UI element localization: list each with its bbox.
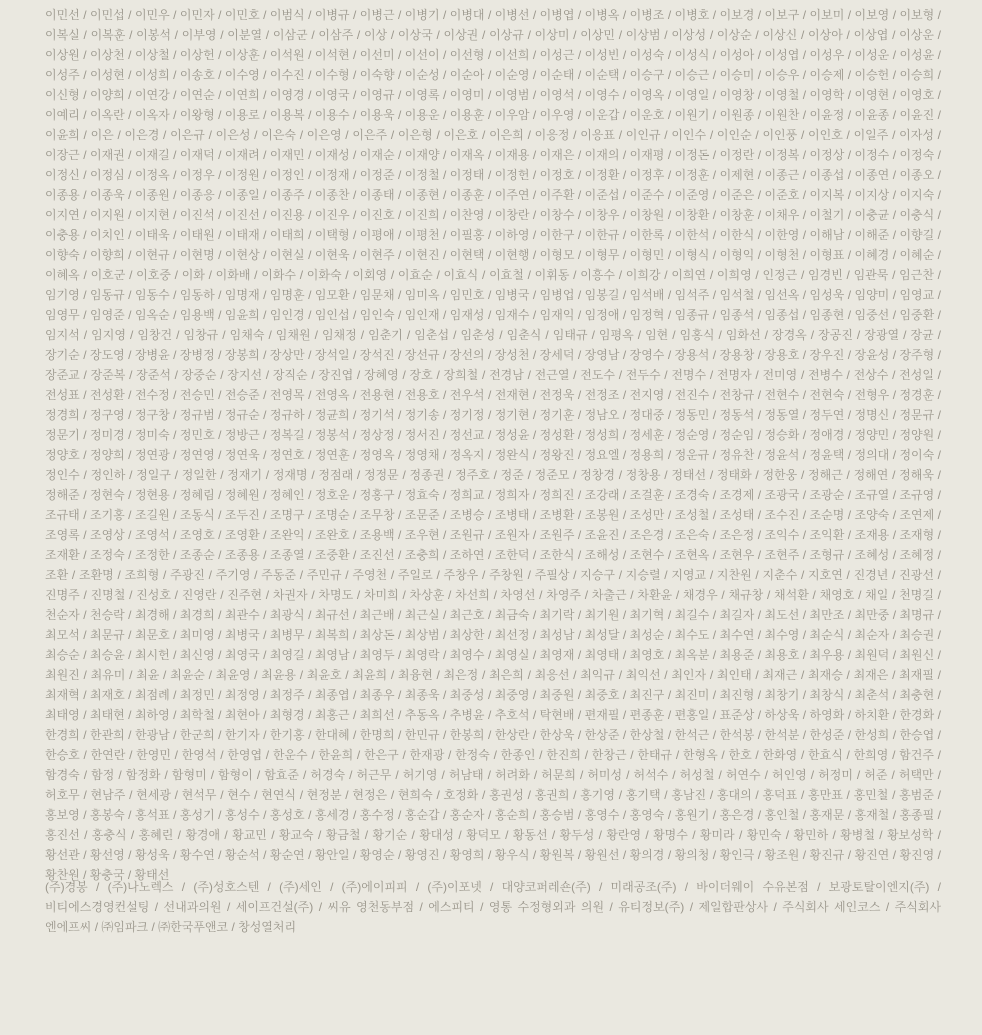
donor-names-list: 이민선 / 이민섭 / 이민우 / 이민자 / 이민호 / 이범식 / 이병규 / 이병근 / 이병기 / 이병대 / 이병선 / 이병엽 / 이병옥 / 이병조 / 이병호 / 이보경 / 이보구 / 이보미 / 이보영 / 이보형 / 이복실 / 이복훈 / 이봉석 / 이부영 / 이분열 / 이삼군 / 이삼주 / 이상 / 이상국 / 이상권 / 이상규 / 이상미 / 이상민 / 이상범 / 이상성 / 이상순 / 이상신 / 이상아 / 이상엽 / 이상운 / 이상원 / 이상천 / 이상철 / 이상헌 / 이상훈 / 이석원 / 이석현 / 이선미 / 이선이 / 이선형 / 이선희 / 이성근 / 이성빈 / 이성숙 / 이성식 / 이성아 / 이성엽 / 이성우 / 이성운 / 이성윤 / 이성주 / 이성현 / 이성희 / 이송호 / 이수영 / 이수진 / 이수형 / 이숙향 / 이순성 / 이순아 / 이순영 / 이순태 / 이순택 / 이승구 / 이승근 / 이승미 / 이승우 / 이승제 / 이승헌 / 이승희 / 이신형 / 이양희 / 이연강 / 이연순 / 이연희 / 이영경 / 이영국 / 이영규 / 이영록 / 이영미 / 이영범 / 이영석 / 이영수 / 이영옥 / 이영일 / 이영창 / 이영철 / 이영학 / 이영현 / 이영호 / 이예리 / 이옥란 / 이옥자 / 이왕형 / 이용로 / 이용복 / 이용수 / 이용욱 / 이용운 / 이용훈 / 이우암 / 이우영 / 이운갑 / 이운호 / 이원기 / 이원종 / 이원찬 / 이윤정 / 이윤종 / 이윤진 / 이윤희 / 이은 / 이은경 / 이은규 / 이은성 / 이은숙 / 이은영 / 이은주 / 이은형 / 이은호 / 이은희 / 이응정 / 이응표 / 이인규 / 이인수 / 이인순 / 이인풍 / 이인호 / 이일주 / 이자성 / 이장근 / 이재권 / 이재길 / 이재덕 / 이재려 / 이재민 / 이재성 / 이재순 / 이재양 / 이재옥 / 이재용 / 이재은 / 이재의 / 이재평 / 이정돈 / 이정란 / 이정복 / 이정상 / 이정수 / 이정숙 / 이정신 / 이정심 / 이정옥 / 이정우 / 이정원 / 이정인 / 이정재 / 이정준 / 이정철 / 이정태 / 이정헌 / 이정호 / 이정환 / 이정후 / 이정훈 / 이제현 / 이종근 / 이종섭 / 이종연 / 이종오 / 이종용 / 이종욱 / 이종원 / 이종응 / 이종일 / 이종주 / 이종찬 / 이종태 / 이종현 / 이종훈 / 이주연 / 이주환 / 이준섭 / 이준수 / 이준영 / 이준은 / 이준호 / 이지복 / 이지상 / 이지숙 / 이지연 / 이지원 / 이지현 / 이진석 / 이진선 / 이진용 / 이진우 / 이진호 / 이진희 / 이찬영 / 이창란 / 이창수 / 이창우 / 이창원 / 이창환 / 이창훈 / 이채우 / 이철기 / 이충균 / 이충식 / 이충용 / 이치인 / 이태욱 / 이태원 / 이태재 / 이태희 / 이택형 / 이평애 / 이평천 / 이필홍 / 이하영 / 이한구 / 이한규 / 이한록 / 이한석 / 이한식 / 이한영 / 이해남 / 이해준 / 이향길 / 이향숙 / 이향희 / 이현규 / 이현명 / 이현상 / 이현실 / 이현욱 / 이현주 / 이현진 / 이현택 / 이현행 / 이형모 / 이형무 / 이형민 / 이형식 / 이형익 / 이형천 / 이형표 / 이혜경 / 이혜순 / 이혜옥 / 이호군 / 이호중 / 이화 / 이화배 / 이화수 / 이화숙 / 이회영 / 이효순 / 이효식 / 이효철 / 이휘동 / 이흥수 / 이희강 / 이희연 / 이희영 / 인정근 / 임경빈 / 임관묵 / 임근찬 / 임기영 / 임동규 / 임동수 / 임동하 / 임명재 / 임명훈 / 임모환 / 임문채 / 임미옥 / 임민호 / 임병국 / 임병업 / 임봉길 / 임석배 / 임석주 / 임석철 / 임선옥 / 임성욱 / 임양미 / 임영교 / 임영무 / 임영준 / 임옥순 / 임용백 / 임윤희 / 임인경 / 임인섭 / 임인숙 / 임인재 / 임재성 / 임재수 / 임재익 / 임정애 / 임정혁 / 임종규 / 임종석 / 임종섭 / 임종현 / 임중선 / 임중환 / 임지석 / 임지영 / 임창건 / 임창규 / 임채숙 / 임채원 / 임채정 / 임춘기 / 임춘섭 / 임춘성 / 임춘식 / 임태규 / 임평옥 / 임현 / 임홍식 / 임화선 / 장경옥 / 장공진 / 장광열 / 장균 / 장기순 / 장도영 / 장병윤 / 장병정 / 장봉희 / 장상만 / 장석일 / 장석진 / 장선규 / 장선의 / 장성천 / 장세덕 / 장영남 / 장영수 / 장용석 / 장용창 / 장용호 / 장우진 / 장윤성 / 장주형 / 장준교 / 장준복 / 장준석 / 장중순 / 장지선 / 장직순 / 장진엽 / 장혜영 / 장호 / 장희철 / 전경남 / 전근열 / 전도수 / 전두수 / 전명수 / 전명자 / 전미영 / 전병수 / 전상수 / 전성일 / 전성표 / 전성환 / 전수정 / 전승민 / 전승준 / 전영목 / 전영옥 / 전용현 / 전용호 / 전우석 / 전재현 / 전정욱 / 전정조 / 전지영 / 전진수 / 전창규 / 전현수 / 전현숙 / 전형우 / 정경훈 / 정경희 / 정구영 / 정구창 / 정규범 / 정규순 / 정규하 / 정균희 / 정기석 / 정기송 / 정기정 / 정기현 / 정기훈 / 정남오 / 정대중 / 정동민 / 정동석 / 정동열 / 정두연 / 정명신 / 정문규 / 정문기 / 정미경 / 정미숙 / 정민호 / 정방근 / 정복길 / 정봉석 / 정상정 / 정서진 / 정선교 / 정성윤 / 정성환 / 정성희 / 정세훈 / 정순영 / 정순임 / 정승화 / 정애경 / 정양민 / 정양원 / 정양호 / 정양희 / 정연광 / 정연영 / 정연욱 / 정연호 / 정연훈 / 정영옥 / 정영채 / 정옥지 / 정완식 / 정왕진 / 정요엘 / 정용희 / 정운규 / 정유찬 / 정윤석 / 정윤택 / 정의대 / 정이숙 / 정인수 / 정인하 / 정일구 / 정일한 / 정재기 / 정재명 / 정점래 / 정정문 / 정종권 / 정주호 / 정준 / 정준모 / 정창경 / 정창용 / 정태선 / 정태화 / 정한웅 / 정해근 / 정해연 / 정해욱 / 정해준 / 정현숙 / 정현용 / 정혜림 / 정혜원 / 정혜인 / 정호운 / 정홍구 / 정효숙 / 정희교 / 정희자 / 정희진 / 조강래 / 조걸훈 / 조경숙 / 조경제 / 조광국 / 조광순 / 조규열 / 조규영 / 조규태 / 조기홍 / 조길원 / 조동식 / 조두진 / 조명구 / 조명순 / 조무창 / 조문준 / 조병승 / 조병태 / 조병환 / 조봉원 / 조성만 / 조성철 / 조성태 / 조수진 / 조순명 / 조양숙 / 조연제 / 조영록 / 조영상 / 조영석 / 조영호 / 조영환 / 조완익 / 조완호 / 조용백 / 조우현 / 조원규 / 조원자 / 조원주 / 조윤진 / 조은경 / 조은숙 / 조은정 / 조익수 / 조익환 / 조재용 / 조재형 / 조재환 / 조정숙 / 조정한 / 조종순 / 조종용 / 조종열 / 조중환 / 조진선 / 조충희 / 조하연 / 조한덕 / 조한식 / 조해성 / 조현수 / 조현옥 / 조현우 / 조현주 / 조형규 / 조혜성 / 조혜정 / 조환 / 조환명 / 조희형 / 주광진 / 주기영 / 주동준 / 주민규 / 주영천 / 주일로 / 주창우 / 주창원 / 주필상 / 지승구 / 지승렬 / 지영교 / 지찬원 / 지춘수 / 지호연 / 진경년 / 진광선 / 진명주 / 진명철 / 진성호 / 진영란 / 진주현 / 차권자 / 차명도 / 차미희 / 차상훈 / 차선희 / 차영선 / 차영주 / 차출근 / 차환윤 / 채경우 / 채규창 / 채석환 / 채영호 / 채일 / 천명길 / 천순자 / 천승락 / 최경해 / 최경희 / 최관수 / 최광식 / 최규선 / 최근배 / 최근실 / 최근호 / 최금숙 / 최기락 / 최기원 / 최기혁 / 최길수 / 최길자 / 최도선 / 최만조 / 최만중 / 최명규 / 최모석 / 최문규 / 최문호 / 최미영 / 최병국 / 최병무 / 최복희 / 최상돈 / 최상범 / 최상한 / 최선정 / 최성남 / 최성달 / 최성순 / 최수도 / 최수연 / 최수영 / 최순식 / 최순자 / 최승권 / 최승순 / 최승윤 / 최시헌 / 최신영 / 최영국 / 최영길 / 최영남 / 최영두 / 최영락 / 최영수 / 최영실 / 최영재 / 최영태 / 최영호 / 최옥분 / 최용준 / 최용호 / 최우용 / 최원덕 / 최원신 / 최원진 / 최유미 / 최윤 / 최윤순 / 최윤영 / 최윤용 / 최윤호 / 최윤희 / 최융현 / 최은정 / 최은희 / 최응선 / 최익규 / 최익선 / 최인자 / 최인태 / 최재근 / 최재승 / 최재은 / 최재필 / 최재혁 / 최재호 / 최점례 / 최정민 / 최정영 / 최정주 / 최종엽 / 최종우 / 최종욱 / 최중성 / 최중영 / 최중원 / 최중호 / 최진구 / 최진미 / 최진형 / 최창기 / 최창식 / 최춘석 / 최충현 / 최태영 / 최태현 / 최하영 / 최학철 / 최현아 / 최형경 / 최홍근 / 최희선 / 추동옥 / 추병윤 / 추호석 / 탁현배 / 편재필 / 편종훈 / 편홍일 / 표준상 / 하상욱 / 하영화 / 하치환 / 한경화 / 한경희 / 한관희 / 한광남 / 한군희 / 한기자 / 한기홍 / 한대혜 / 한명희 / 한민규 / 한봉희 / 한상란 / 한상욱 / 한상준 / 한상철 / 한석근 / 한석봉 / 한석분 / 한성준 / 한성희 / 한승엽 / 한승호 / 한연란 / 한영민 / 한영석 / 한영엽 / 한운수 / 한윤희 / 한은구 / 한재광 / 한정숙 / 한종인 / 한진희 / 한창근 / 한태규 / 한형옥 / 한호 / 한화영 / 한효식 / 한희영 / 함건주 / 함경숙 / 함정 / 함정화 / 함형미 / 함형이 / 함효준 / 허경숙 / 허근무 / 허기영 / 허남태 / 허려화 / 허문희 / 허미성 / 허석수 / 허성철 / 허연수 / 허인영 / 허정미 / 허준 / 허택만 / 허호무 / 현남주 / 현세광 / 현석무 / 현수 / 현연식 / 현정분 / 현정은 / 현희숙 / 호정화 / 홍권성 / 홍권희 / 홍기영 / 홍기택 / 홍남진 / 홍대의 / 홍덕표 / 홍만표 / 홍민철 / 홍범준 / 홍보영 / 홍봉숙 / 홍석표 / 홍성기 / 홍성수 / 홍성호 / 홍세경 / 홍수정 / 홍순갑 / 홍순자 / 홍순희 / 홍승범 / 홍영수 / 홍영숙 / 홍원기 / 홍은경 / 홍인철 / 홍재문 / 홍재철 / 홍종필 / 홍진선 / 홍충식 / 홍혜린 / 황경애 / 황교민 / 황교숙 / 황금철 / 황기순 / 황대성 / 황덕모 / 황동선 / 황두성 / 황란영 / 황명수 / 황미라 / 황민숙 / 황민하 / 황병철 / 황보성학 / 황선관 / 황선영 / 황성욱 / 황수연 / 황순석 / 황순연 / 황안일 / 황영순 / 황영진 / 황영희 / 황우식 / 황원복 / 황원선 / 황의경 / 황의청 / 황인극 / 황조원 / 황진규 / 황진연 / 황진영 / 황찬원 / 황충국 / 황태선 xyxy=(45,8,941,882)
donor-companies-list: (주)경봉 / (주)나노렉스 / (주)성호스텐 / (주)세인 / (주)에이피피 / (주)이포넷 / 대양코퍼레숀(주) / 미래공조(주) / 바이더웨이 수유본점 / 보광토탈이엔지(주) / 비티에스경영컨설팅 / 선내과의원 / 세이프건설(주) / 씨유 영천동부점 / 에스피티 / 영통 수정형외과 의원 / 유티정보(주) / 제일합판상사 / 주식회사 세인코스 / 주식회사 엔에프씨 / ㈜임파크 / ㈜한국푸앤코 / 창성열처리 xyxy=(45,880,941,934)
